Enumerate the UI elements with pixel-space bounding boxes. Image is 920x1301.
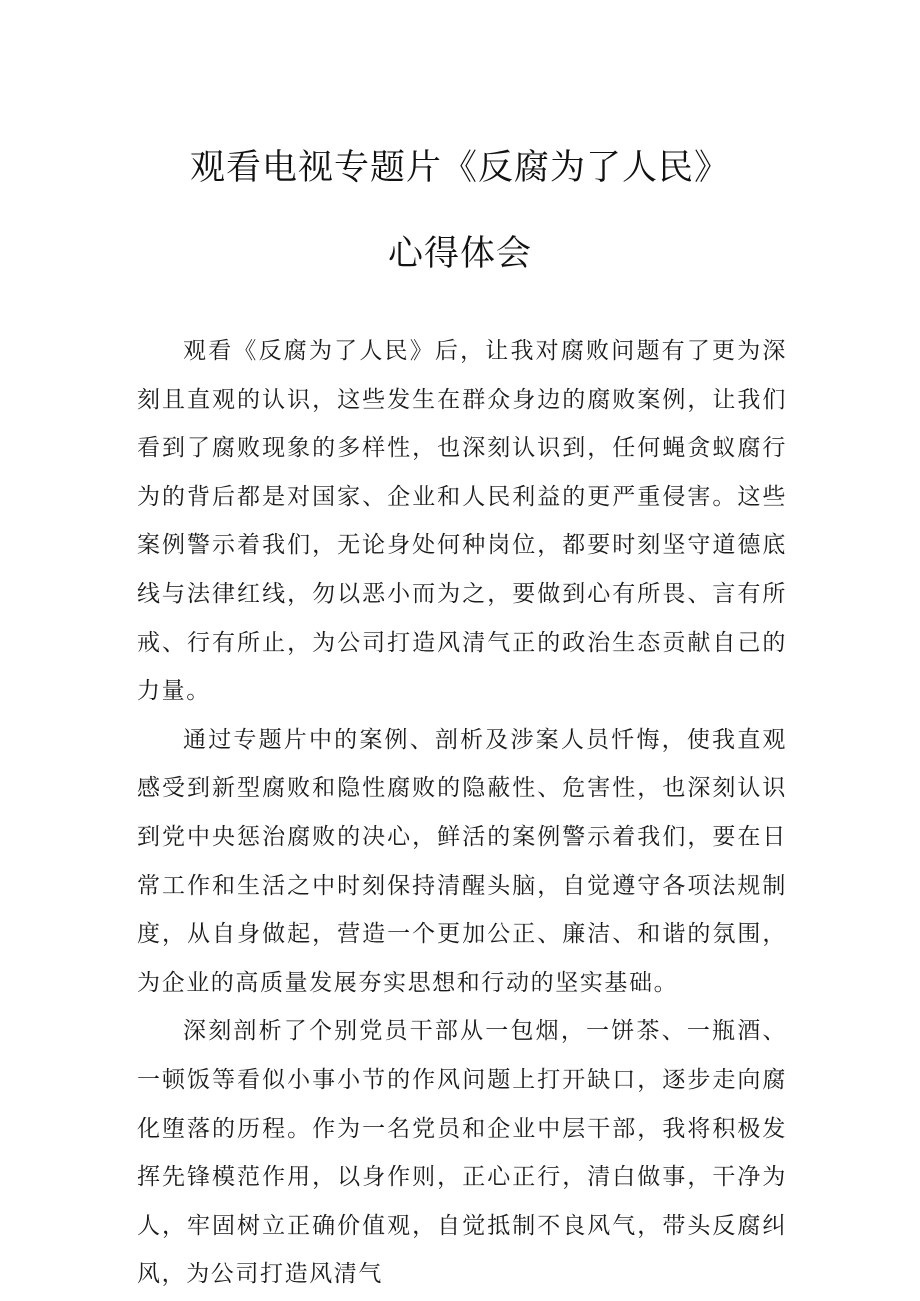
- document-body: [137, 327, 787, 1299]
- document-subtitle: 心得体会: [387, 234, 532, 274]
- document-title: 观看电视专题片《反腐为了人民》: [189, 148, 730, 188]
- paragraph: 深刻剖析了个别党员干部从一包烟，一饼茶、一瓶酒、一顿饭等看似小事小节的作风问题上打开缺口，逐步走向腐化堕落的历程。作为一名党员和企业中层干部，我将积极发挥先锋模范作用，以身作则，正心正行，清白做事，干净为人，牢固树立正确价值观，自觉抵制不良风气，带头反腐纠风，为公司打造风清气: [137, 1018, 787, 1288]
- paragraph: 通过专题片中的案例、剖析及涉案人员忏悔，使我直观感受到新型腐败和隐性腐败的隐蔽性、危害性，也深刻认识到党中央惩治腐败的决心，鲜活的案例警示着我们，要在日常工作和生活之中时刻保持清醒头脑，自觉遵守各项法规制度，从自身做起，营造一个更加公正、廉洁、和谐的氛围，为企业的高质量发展夯实思想和行动的坚实基础。: [137, 726, 787, 996]
- paragraph: 观看《反腐为了人民》后，让我对腐败问题有了更为深刻且直观的认识，这些发生在群众身边的腐败案例，让我们看到了腐败现象的多样性，也深刻认识到，任何蝇贪蚁腐行为的背后都是对国家、企业和人民利益的更严重侵害。这些案例警示着我们，无论身处何种岗位，都要时刻坚守道德底线与法律红线，勿以恶小而为之，要做到心有所畏、言有所戒、行有所止，为公司打造风清气正的政治生态贡献自己的力量。: [137, 338, 787, 705]
